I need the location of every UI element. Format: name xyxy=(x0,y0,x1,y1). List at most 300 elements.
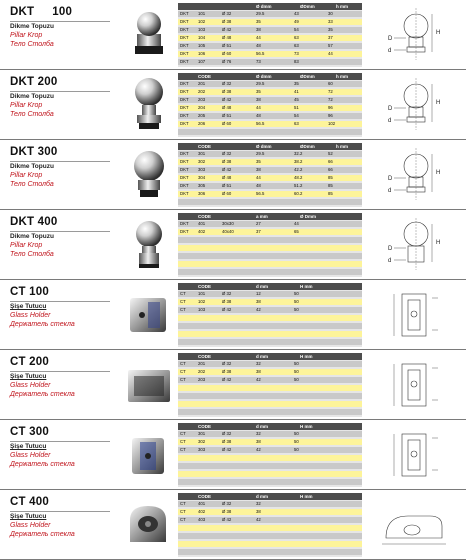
spec-table-header xyxy=(178,283,362,290)
table-cell: 50 xyxy=(294,431,299,436)
table-cell: DKT xyxy=(180,19,189,24)
product-name-tr: Dikme Topuzu xyxy=(10,93,54,100)
table-cell: DKT xyxy=(180,43,189,48)
spec-table-header-cell: CODE xyxy=(198,74,212,79)
table-row xyxy=(178,501,362,507)
technical-drawing xyxy=(372,74,460,136)
table-cell: 32.2 xyxy=(294,151,303,156)
table-cell: 50 xyxy=(294,369,299,374)
product-labels xyxy=(10,356,122,398)
product-name-en: Pillar Krop xyxy=(10,32,43,39)
table-cell: 66 xyxy=(328,167,333,172)
spec-table xyxy=(178,73,362,137)
table-cell: 106 xyxy=(198,51,206,56)
table-row xyxy=(178,261,362,267)
table-cell: 306 xyxy=(198,191,206,196)
table-row xyxy=(178,339,362,345)
product-name-tr: Dikme Topuzu xyxy=(10,233,54,240)
product-photo xyxy=(120,494,178,556)
table-cell: 401 xyxy=(198,501,206,506)
product-code xyxy=(10,356,122,368)
product-name-ru: Держатель стекла xyxy=(10,321,75,328)
table-row xyxy=(178,183,362,189)
table-cell: Ø 38 xyxy=(222,439,232,444)
table-row xyxy=(178,471,362,477)
table-cell: 102 xyxy=(198,299,206,304)
table-cell: 44 xyxy=(256,175,261,180)
table-row xyxy=(178,509,362,515)
product-photo xyxy=(120,354,178,416)
product-name-en: Glass Holder xyxy=(10,382,51,389)
table-cell: 206 xyxy=(198,121,206,126)
title-rule xyxy=(10,371,110,372)
table-cell: 30x30 xyxy=(222,221,234,226)
table-cell: 40x40 xyxy=(222,229,234,234)
product-code-text: DKT 400 xyxy=(10,216,58,228)
table-cell: Ø 60 xyxy=(222,51,232,56)
table-cell: DKT xyxy=(180,175,189,180)
table-cell: 38 xyxy=(256,27,261,32)
table-cell: Ø 76 xyxy=(222,59,232,64)
table-cell: 51.2 xyxy=(294,183,303,188)
table-cell: Ø 51 xyxy=(222,113,232,118)
product-row xyxy=(0,140,466,210)
table-cell: 33 xyxy=(328,19,333,24)
product-row xyxy=(0,420,466,490)
table-cell: Ø 38 xyxy=(222,89,232,94)
product-image xyxy=(120,424,178,486)
table-cell: 35 xyxy=(256,89,261,94)
product-photo xyxy=(120,4,178,66)
table-cell: Ø 32 xyxy=(222,151,232,156)
table-cell: 44 xyxy=(294,221,299,226)
drawing-area xyxy=(372,354,460,416)
spec-table-header-cell: d mm xyxy=(256,354,269,359)
title-rule xyxy=(10,511,110,512)
table-cell: 51 xyxy=(294,105,299,110)
table-cell: 301 xyxy=(198,431,206,436)
table-cell: Ø 42 xyxy=(222,27,232,32)
table-cell: 50 xyxy=(294,307,299,312)
table-cell: CT xyxy=(180,439,186,444)
table-cell: 50 xyxy=(294,299,299,304)
product-name-en: Glass Holder xyxy=(10,312,51,319)
table-cell: Ø 32 xyxy=(222,291,232,296)
table-cell: 43 xyxy=(294,11,299,16)
drawing-area xyxy=(372,214,460,276)
table-row xyxy=(178,517,362,523)
table-cell: 205 xyxy=(198,113,206,118)
table-row xyxy=(178,151,362,157)
table-cell: 38 xyxy=(256,97,261,102)
table-cell: 104 xyxy=(198,35,206,40)
title-rule xyxy=(10,21,110,22)
table-row xyxy=(178,105,362,111)
product-labels xyxy=(10,146,122,188)
product-code-text: CT 300 xyxy=(10,426,49,438)
table-cell: 96 xyxy=(328,113,333,118)
dimension-label: H xyxy=(436,170,441,176)
spec-table-header-cell: CODE xyxy=(198,354,212,359)
drawing-area xyxy=(372,284,460,346)
product-row xyxy=(0,0,466,70)
table-row xyxy=(178,331,362,337)
table-cell: DKT xyxy=(180,151,189,156)
table-cell: DKT xyxy=(180,81,189,86)
table-cell: CT xyxy=(180,369,186,374)
table-cell: 44 xyxy=(256,35,261,40)
table-cell: 37 xyxy=(328,35,333,40)
product-labels xyxy=(10,496,122,538)
table-cell: 302 xyxy=(198,439,206,444)
product-row xyxy=(0,70,466,140)
table-cell: Ø 48 xyxy=(222,35,232,40)
product-code-text: CT 400 xyxy=(10,496,49,508)
product-name-ru: Держатель стекла xyxy=(10,531,75,538)
dimension-label: H xyxy=(436,30,441,36)
table-cell: 96 xyxy=(328,105,333,110)
spec-table-header-cell: h mm xyxy=(336,144,349,149)
table-cell: DKT xyxy=(180,105,189,110)
table-cell: 101 xyxy=(198,291,206,296)
table-row xyxy=(178,525,362,531)
product-row xyxy=(0,350,466,420)
product-name-tr: Şişe Tutucu xyxy=(10,443,47,450)
spec-table-header xyxy=(178,213,362,220)
table-cell: 50 xyxy=(294,377,299,382)
dimension-label: D xyxy=(388,36,393,42)
table-row xyxy=(178,129,362,135)
drawing-area xyxy=(372,74,460,136)
table-cell: 107 xyxy=(198,59,206,64)
product-image xyxy=(120,354,178,416)
table-cell: DKT xyxy=(180,27,189,32)
product-code xyxy=(10,216,122,228)
table-cell: 304 xyxy=(198,175,206,180)
table-cell: CT xyxy=(180,361,186,366)
table-cell: Ø 42 xyxy=(222,377,232,382)
table-cell: 301 xyxy=(198,151,206,156)
table-cell: 38 xyxy=(256,299,261,304)
product-name-en: Glass Holder xyxy=(10,452,51,459)
spec-table xyxy=(178,493,362,557)
table-cell: Ø 48 xyxy=(222,105,232,110)
product-code xyxy=(10,286,122,298)
dimension-label: H xyxy=(436,100,441,106)
table-cell: 38 xyxy=(256,509,261,514)
product-name-ru: Держатель стекла xyxy=(10,461,75,468)
table-row xyxy=(178,409,362,415)
table-cell: 29.5 xyxy=(256,11,265,16)
product-name-tr: Şişe Tutucu xyxy=(10,373,47,380)
table-cell: 403 xyxy=(198,517,206,522)
dimension-label: d xyxy=(388,258,392,264)
product-name-en: Pillar Krop xyxy=(10,242,43,249)
table-row xyxy=(178,269,362,275)
table-cell: 54 xyxy=(294,27,299,32)
table-cell: 204 xyxy=(198,105,206,110)
table-cell: 35 xyxy=(256,159,261,164)
table-cell: 202 xyxy=(198,89,206,94)
product-code xyxy=(10,496,122,508)
table-cell: 42 xyxy=(256,517,261,522)
product-image xyxy=(120,494,178,556)
product-name-ru: Держатель стекла xyxy=(10,391,75,398)
table-cell: 56.5 xyxy=(256,191,265,196)
spec-table-header-cell: ØDmm xyxy=(300,4,315,9)
table-cell: DKT xyxy=(180,11,189,16)
table-cell: DKT xyxy=(180,167,189,172)
table-cell: 35 xyxy=(256,19,261,24)
table-cell: 27 xyxy=(256,221,261,226)
table-cell: CT xyxy=(180,307,186,312)
drawing-area xyxy=(372,4,460,66)
table-cell: 402 xyxy=(198,509,206,514)
product-code-number: 100 xyxy=(52,6,73,18)
table-cell: DKT xyxy=(180,59,189,64)
product-image xyxy=(120,284,178,346)
table-row xyxy=(178,549,362,555)
spec-table-header xyxy=(178,73,362,80)
table-cell: 35 xyxy=(294,81,299,86)
table-cell: 48.2 xyxy=(294,175,303,180)
table-cell: Ø 32 xyxy=(222,431,232,436)
table-cell: CT xyxy=(180,377,186,382)
table-cell: 29.5 xyxy=(256,81,265,86)
table-cell: DKT xyxy=(180,183,189,188)
table-cell: 65 xyxy=(294,229,299,234)
table-cell: 101 xyxy=(198,11,206,16)
table-cell: 50 xyxy=(294,291,299,296)
table-row xyxy=(178,229,362,235)
table-cell: DKT xyxy=(180,229,189,234)
table-cell: CT xyxy=(180,291,186,296)
product-name-tr: Şişe Tutucu xyxy=(10,303,47,310)
table-cell: 45 xyxy=(294,97,299,102)
table-cell: 63 xyxy=(294,121,299,126)
spec-table-header-cell: h mm xyxy=(336,4,349,9)
table-cell: DKT xyxy=(180,221,189,226)
spec-table-header xyxy=(178,143,362,150)
table-cell: 41 xyxy=(294,89,299,94)
table-row xyxy=(178,11,362,17)
table-cell: 50 xyxy=(294,361,299,366)
product-photo xyxy=(120,74,178,136)
table-cell: CT xyxy=(180,431,186,436)
dimension-label: D xyxy=(388,176,393,182)
table-cell: Ø 42 xyxy=(222,167,232,172)
table-cell: Ø 38 xyxy=(222,19,232,24)
product-code-text: DKT 200 xyxy=(10,76,58,88)
spec-table-header xyxy=(178,423,362,430)
table-cell: Ø 60 xyxy=(222,121,232,126)
table-row xyxy=(178,175,362,181)
product-labels xyxy=(10,216,122,258)
dimension-label: d xyxy=(388,48,392,54)
technical-drawing xyxy=(372,4,460,66)
product-code xyxy=(10,76,122,88)
table-cell: CT xyxy=(180,447,186,452)
table-cell: CT xyxy=(180,501,186,506)
spec-table-header-cell: d mm xyxy=(256,284,269,289)
table-cell: 38 xyxy=(256,167,261,172)
product-name-ru: Тело Столба xyxy=(10,41,54,48)
spec-table-header-cell: H mm xyxy=(300,494,313,499)
table-cell: Ø 38 xyxy=(222,369,232,374)
table-cell: 48 xyxy=(256,113,261,118)
product-photo xyxy=(120,424,178,486)
table-cell: 202 xyxy=(198,369,206,374)
dimension-label: D xyxy=(388,246,393,252)
table-cell: 303 xyxy=(198,167,206,172)
table-cell: DKT xyxy=(180,113,189,118)
table-row xyxy=(178,377,362,383)
drawing-area xyxy=(372,144,460,206)
spec-table-header-cell: CODE xyxy=(198,284,212,289)
product-name-en: Pillar Krop xyxy=(10,102,43,109)
table-cell: Ø 38 xyxy=(222,159,232,164)
table-cell: 201 xyxy=(198,361,206,366)
table-row xyxy=(178,541,362,547)
table-cell: 37 xyxy=(256,229,261,234)
table-cell: 12 xyxy=(256,291,261,296)
table-cell: 102 xyxy=(198,19,206,24)
table-cell: CT xyxy=(180,517,186,522)
table-cell: 105 xyxy=(198,43,206,48)
table-cell: 103 xyxy=(198,307,206,312)
table-cell: DKT xyxy=(180,159,189,164)
technical-drawing xyxy=(372,144,460,206)
spec-table xyxy=(178,353,362,417)
technical-drawing xyxy=(372,424,460,486)
table-cell: 50 xyxy=(294,439,299,444)
product-code xyxy=(10,426,122,438)
table-cell: CT xyxy=(180,299,186,304)
spec-table-header-cell: Ø dmm xyxy=(256,4,272,9)
table-cell: 35 xyxy=(328,27,333,32)
table-row xyxy=(178,121,362,127)
spec-table-header xyxy=(178,353,362,360)
table-row xyxy=(178,299,362,305)
table-cell: 83 xyxy=(294,59,299,64)
table-cell: Ø 48 xyxy=(222,175,232,180)
table-cell: 56.5 xyxy=(256,51,265,56)
table-cell: DKT xyxy=(180,89,189,94)
table-cell: 57 xyxy=(328,43,333,48)
product-image xyxy=(120,74,178,136)
technical-drawing xyxy=(372,284,460,346)
table-cell: DKT xyxy=(180,97,189,102)
table-cell: 73 xyxy=(256,59,261,64)
table-row xyxy=(178,315,362,321)
table-cell: 44 xyxy=(256,105,261,110)
technical-drawing xyxy=(372,214,460,276)
table-cell: 50 xyxy=(294,447,299,452)
title-rule xyxy=(10,301,110,302)
table-row xyxy=(178,43,362,49)
table-cell: Ø 32 xyxy=(222,11,232,16)
table-row xyxy=(178,159,362,165)
table-cell: 38.2 xyxy=(294,159,303,164)
table-row xyxy=(178,221,362,227)
table-row xyxy=(178,19,362,25)
table-row xyxy=(178,51,362,57)
title-rule xyxy=(10,161,110,162)
product-row xyxy=(0,490,466,560)
table-row xyxy=(178,237,362,243)
table-cell: 44 xyxy=(328,51,333,56)
spec-table xyxy=(178,423,362,487)
spec-table xyxy=(178,283,362,347)
table-cell: Ø 42 xyxy=(222,447,232,452)
table-cell: 302 xyxy=(198,159,206,164)
table-cell: 303 xyxy=(198,447,206,452)
spec-table-header-cell: CODE xyxy=(198,214,212,219)
product-name-tr: Dikme Topuzu xyxy=(10,163,54,170)
table-cell: 203 xyxy=(198,97,206,102)
table-row xyxy=(178,81,362,87)
table-cell: 38 xyxy=(256,369,261,374)
table-row xyxy=(178,199,362,205)
table-row xyxy=(178,191,362,197)
dimension-label: D xyxy=(388,106,393,112)
title-rule xyxy=(10,441,110,442)
drawing-area xyxy=(372,424,460,486)
spec-table xyxy=(178,143,362,207)
table-row xyxy=(178,447,362,453)
table-cell: 42 xyxy=(256,377,261,382)
product-code-text: CT 100 xyxy=(10,286,49,298)
table-row xyxy=(178,385,362,391)
table-cell: 72 xyxy=(328,97,333,102)
product-photo xyxy=(120,144,178,206)
table-cell: Ø 32 xyxy=(222,81,232,86)
table-cell: DKT xyxy=(180,51,189,56)
product-labels xyxy=(10,426,122,468)
spec-table-header-cell: CODE xyxy=(198,424,212,429)
table-cell: 85 xyxy=(328,175,333,180)
title-rule xyxy=(10,231,110,232)
table-row xyxy=(178,323,362,329)
product-labels xyxy=(10,286,122,328)
table-row xyxy=(178,439,362,445)
table-row xyxy=(178,89,362,95)
table-cell: DKT xyxy=(180,121,189,126)
table-cell: 38 xyxy=(256,439,261,444)
spec-table-header-cell: Ø Dmm xyxy=(300,214,317,219)
table-row xyxy=(178,463,362,469)
table-cell: 54 xyxy=(294,113,299,118)
table-cell: Ø 51 xyxy=(222,43,232,48)
table-cell: Ø 51 xyxy=(222,183,232,188)
product-row xyxy=(0,210,466,280)
table-cell: DKT xyxy=(180,191,189,196)
product-name-ru: Тело Столба xyxy=(10,251,54,258)
spec-table-header-cell: Ø dmm xyxy=(256,74,272,79)
product-row xyxy=(0,280,466,350)
table-cell: Ø 42 xyxy=(222,307,232,312)
table-cell: Ø 42 xyxy=(222,517,232,522)
table-cell: Ø 38 xyxy=(222,509,232,514)
product-name-tr: Dikme Topuzu xyxy=(10,23,54,30)
table-cell: 42 xyxy=(256,307,261,312)
product-code-text: DKT 300 xyxy=(10,146,58,158)
table-row xyxy=(178,455,362,461)
table-cell: 56.5 xyxy=(256,121,265,126)
dimension-label: d xyxy=(388,188,392,194)
spec-table-header xyxy=(178,493,362,500)
table-cell: 60 xyxy=(328,81,333,86)
